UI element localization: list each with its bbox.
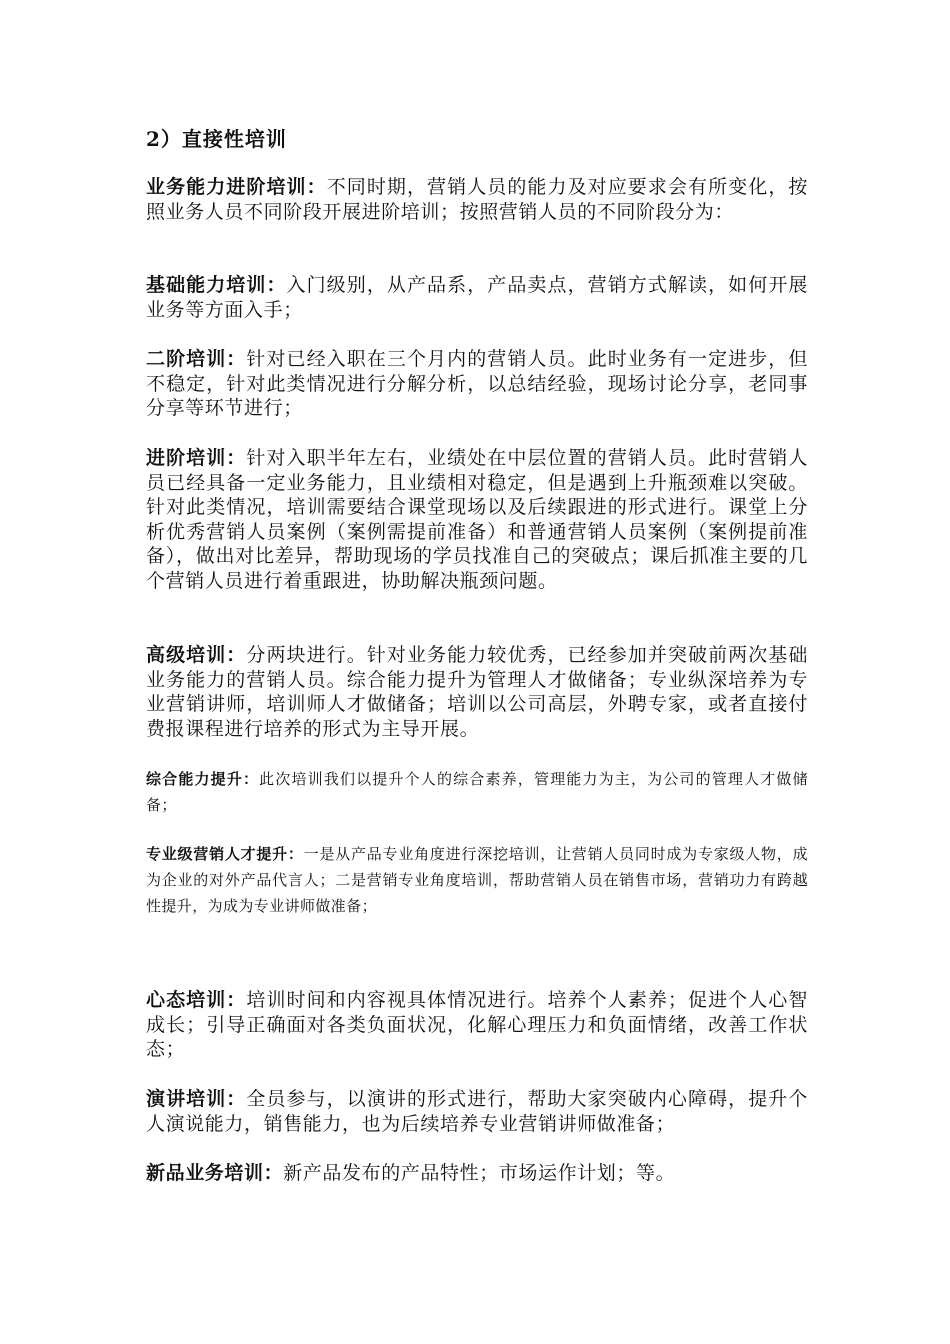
paragraph-text: 一是从产品专业角度进行深挖培训，让营销人员同时成为专家级人物，成为企业的对外产品代言人；二是营销专业角度培训，帮助营销人员在销售市场，营销功力有跨越性提升，为成为专业讲师做准备； bbox=[146, 845, 808, 915]
paragraph-label: 二阶培训： bbox=[146, 348, 247, 370]
paragraph-advanced-training bbox=[146, 175, 808, 224]
paragraph-label: 高级培训： bbox=[146, 644, 247, 666]
paragraph-text: 此次培训我们以提升个人的综合素养，管理能力为主，为公司的管理人才做储备； bbox=[146, 770, 808, 814]
paragraph-label: 心态培训： bbox=[146, 989, 247, 1011]
paragraph-stage-training bbox=[146, 446, 808, 593]
paragraph-general-ability bbox=[146, 766, 808, 818]
paragraph-text: 分两块进行。针对业务能力较优秀，已经参加并突破前两次基础业务能力的营销人员。综合能力提升为管理人才做储备；专业纵深培养为专业营销讲师，培训师人才做储备；培训以公司高层，外聘专家，或者直接付费报课程进行培养的形式为主导开展。 bbox=[146, 644, 808, 740]
paragraph-label: 专业级营销人才提升： bbox=[146, 845, 304, 863]
paragraph-professional-marketing bbox=[146, 841, 808, 919]
paragraph-speech-training bbox=[146, 1087, 808, 1136]
paragraph-new-product-training bbox=[146, 1161, 808, 1186]
paragraph-text: 针对已经入职在三个月内的营销人员。此时业务有一定进步，但不稳定，针对此类情况进行分解分析，以总结经验，现场讨论分享，老同事分享等环节进行； bbox=[146, 348, 808, 419]
paragraph-label: 综合能力提升： bbox=[146, 770, 260, 788]
paragraph-label: 基础能力培训： bbox=[146, 274, 287, 296]
paragraph-label: 进阶培训： bbox=[146, 447, 247, 469]
paragraph-mindset-training bbox=[146, 988, 808, 1062]
paragraph-text: 培训时间和内容视具体情况进行。培养个人素养；促进个人心智成长；引导正确面对各类负面状况，化解心理压力和负面情绪，改善工作状态； bbox=[146, 989, 808, 1060]
paragraph-text: 入门级别，从产品系，产品卖点，营销方式解读，如何开展业务等方面入手； bbox=[146, 274, 808, 321]
paragraph-text: 针对入职半年左右，业绩处在中层位置的营销人员。此时营销人员已经具备一定业务能力，且业绩相对稳定，但是遇到上升瓶颈难以突破。针对此类情况，培训需要结合课堂现场以及后续跟进的形式进行。课堂上分析优秀营销人员案例（案例需提前准备）和普通营销人员案例（案例提前准备），做出对比差异，帮助现场的学员找准自己的突破点；课后抓准主要的几个营销人员进行着重跟进，协助解决瓶颈问题。 bbox=[146, 447, 808, 592]
paragraph-label: 新品业务培训： bbox=[146, 1162, 284, 1184]
paragraph-text: 不同时期，营销人员的能力及对应要求会有所变化，按照业务人员不同阶段开展进阶培训；按照营销人员的不同阶段分为： bbox=[146, 176, 809, 223]
paragraph-second-stage-training bbox=[146, 347, 808, 421]
paragraph-senior-training bbox=[146, 643, 808, 741]
paragraph-label: 演讲培训： bbox=[146, 1088, 247, 1110]
paragraph-label: 业务能力进阶培训： bbox=[146, 176, 327, 198]
section-heading: 2）直接性培训 bbox=[146, 127, 287, 151]
paragraph-basic-training bbox=[146, 273, 808, 322]
paragraph-text: 全员参与，以演讲的形式进行，帮助大家突破内心障碍，提升个人演说能力，销售能力，也为后续培养专业营销讲师做准备； bbox=[146, 1088, 808, 1135]
paragraph-text: 新产品发布的产品特性；市场运作计划；等。 bbox=[283, 1162, 676, 1184]
